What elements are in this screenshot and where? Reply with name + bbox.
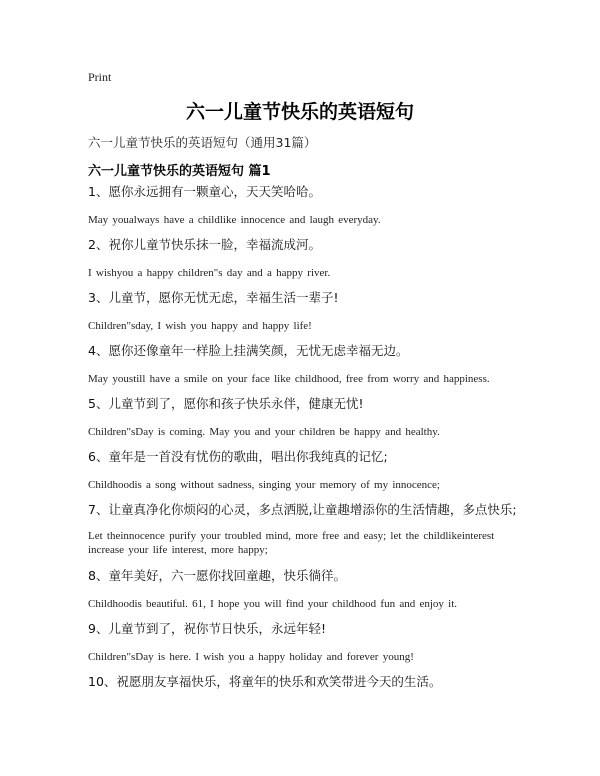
chinese-sentence: 1、愿你永远拥有一颗童心，天天笑哈哈。 (88, 184, 321, 199)
chinese-sentence: 8、童年美好，六一愿你找回童趣，快乐徜徉。 (88, 568, 346, 583)
subtitle: 六一儿童节快乐的英语短句（通用31篇） (88, 135, 317, 150)
list-item (88, 673, 441, 690)
page-title: 六一儿童节快乐的英语短句 (185, 101, 414, 123)
chinese-sentence: 2、祝你儿童节快乐抹一脸，幸福流成河。 (88, 237, 321, 252)
english-sentence: Children"sday, I wish you happy and happy life! (88, 320, 312, 332)
chinese-sentence: 6、童年是一首没有忧伤的歌曲，唱出你我纯真的记忆; (88, 449, 388, 464)
english-sentence: Childhoodis a song without sadness, singing your memory of my innocence; (88, 479, 440, 491)
chinese-sentence: 5、儿童节到了，愿你和孩子快乐永伴，健康无忧! (88, 396, 364, 411)
english-sentence: Children"sDay is coming. May you and your children be happy and healthy. (88, 426, 440, 438)
list-item (88, 567, 457, 611)
list-item (88, 501, 518, 557)
section-heading: 六一儿童节快乐的英语短句 篇1 (88, 164, 271, 179)
list-item (88, 289, 338, 333)
list-item (88, 395, 440, 439)
list-item (88, 448, 440, 492)
list-item (88, 183, 381, 227)
chinese-sentence: 9、儿童节到了，祝你节日快乐，永远年轻! (88, 621, 326, 636)
list-item (88, 236, 330, 280)
print-label[interactable]: Print (88, 70, 112, 84)
list-item (88, 620, 414, 664)
english-sentence: I wishyou a happy children"s day and a happy river. (88, 267, 331, 279)
chinese-sentence: 3、儿童节，愿你无忧无虑，幸福生活一辈子! (88, 290, 339, 305)
chinese-sentence: 10、祝愿朋友享福快乐，将童年的快乐和欢笑带进今天的生活。 (88, 674, 442, 689)
english-sentence: Childhoodis beautiful. 61, I hope you will find your childhood fun and enjoy it. (88, 598, 458, 610)
english-sentence: May youalways have a childlike innocence and laugh everyday. (88, 214, 381, 226)
chinese-sentence: 4、愿你还像童年一样脸上挂满笑颜，无忧无虑幸福无边。 (88, 343, 409, 358)
english-sentence: May youstill have a smile on your face like childhood, free from worry and happiness. (88, 373, 490, 385)
list-item (88, 342, 490, 386)
english-sentence: Children"sDay is here. I wish you a happy holiday and forever young! (88, 651, 414, 663)
english-sentence: Let theinnocence purify your troubled mind, more free and easy; let the childlikeinterest increase your life interest, more happy; (88, 530, 495, 556)
chinese-sentence: 7、让童真净化你烦闷的心灵，多点洒脱,让童趣增添你的生活情趣，多点快乐; (88, 502, 517, 517)
